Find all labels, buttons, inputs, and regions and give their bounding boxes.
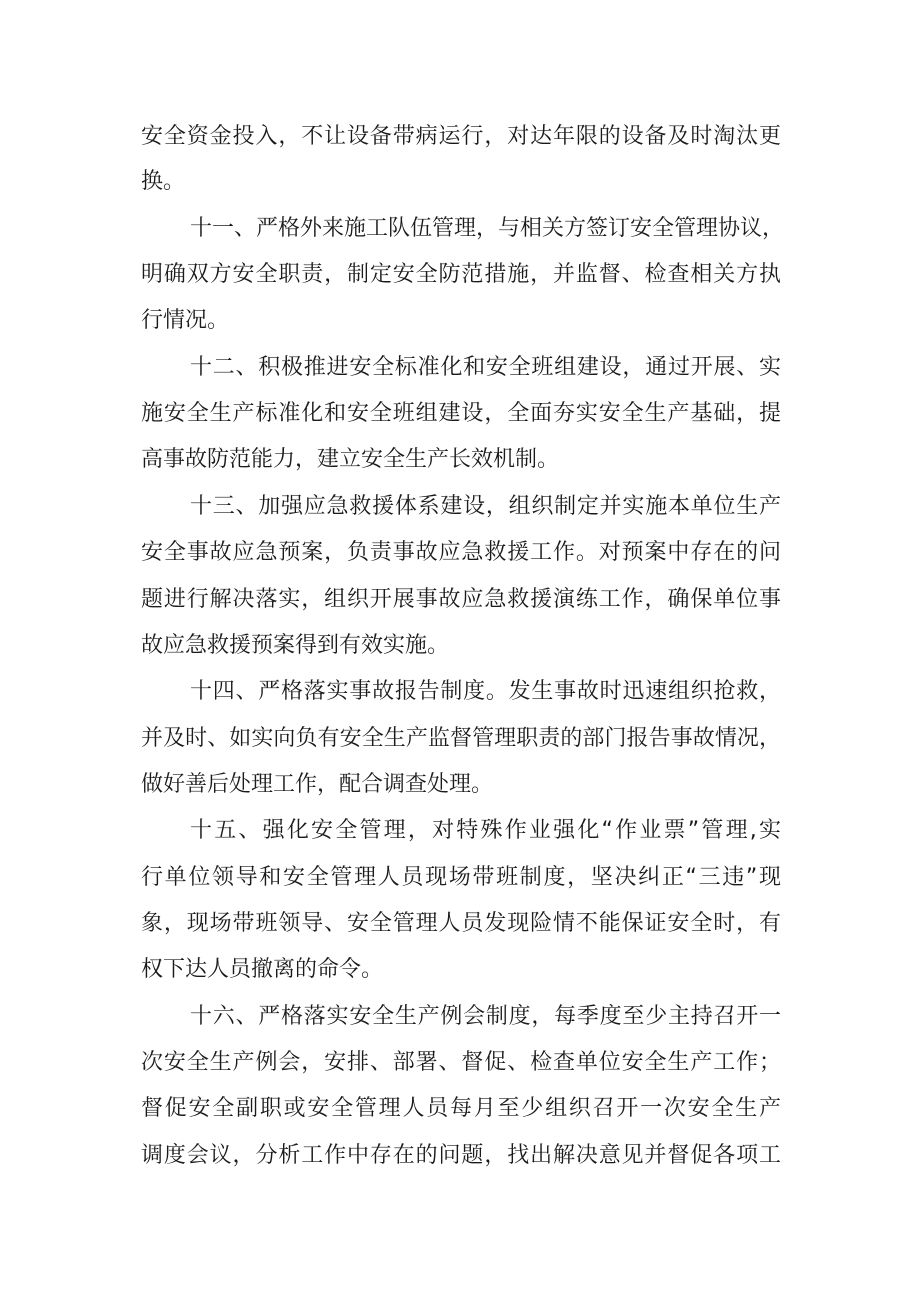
text-line: 调度会议，分析工作中存在的问题，找出解决意见并督促各项工: [141, 1143, 781, 1168]
text-line: 行单位领导和安全管理人员现场带班制度，坚决纠正“三违”现: [141, 865, 781, 890]
text-line: 安全资金投入，不让设备带病运行，对达年限的设备及时淘汰更: [141, 124, 781, 149]
text-line: 做好善后处理工作，配合调查处理。: [141, 772, 494, 797]
text-line: 行情况。: [141, 308, 230, 333]
paragraph-heading-16: 十六、严格落实安全生产例会制度，每季度至少主持召开一: [190, 1004, 781, 1029]
text-line: 安全事故应急预案，负责事故应急救援工作。对预案中存在的问: [141, 540, 781, 565]
paragraph-heading-15: 十五、强化安全管理，对特殊作业强化“作业票”管理,实: [190, 818, 781, 843]
text-line: 象，现场带班领导、安全管理人员发现险情不能保证安全时，有: [141, 911, 781, 936]
text-line: 明确双方安全职责，制定安全防范措施，并监督、检查相关方执: [141, 262, 781, 287]
text-line: 换。: [141, 169, 186, 194]
paragraph-heading-11: 十一、严格外来施工队伍管理，与相关方签订安全管理协议，: [190, 216, 785, 241]
paragraph-heading-12: 十二、积极推进安全标准化和安全班组建设，通过开展、实: [190, 355, 781, 380]
text-line: 次安全生产例会，安排、部署、督促、检查单位安全生产工作；: [141, 1050, 781, 1075]
text-line: 督促安全副职或安全管理人员每月至少组织召开一次安全生产: [141, 1096, 781, 1121]
text-line: 题进行解决落实，组织开展事故应急救援演练工作，确保单位事: [141, 587, 781, 612]
paragraph-heading-13: 十三、加强应急救援体系建设，组织制定并实施本单位生产: [190, 494, 781, 519]
text-line: 权下达人员撤离的命令。: [141, 957, 384, 982]
text-line: 施安全生产标准化和安全班组建设，全面夯实安全生产基础，提: [141, 401, 781, 426]
text-line: 高事故防范能力，建立安全生产长效机制。: [141, 447, 560, 472]
text-line: 故应急救援预案得到有效实施。: [141, 633, 450, 658]
text-line: 并及时、如实向负有安全生产监督管理职责的部门报告事故情况，: [141, 726, 781, 751]
paragraph-heading-14: 十四、严格落实事故报告制度。发生事故时迅速组织抢救，: [190, 679, 781, 704]
